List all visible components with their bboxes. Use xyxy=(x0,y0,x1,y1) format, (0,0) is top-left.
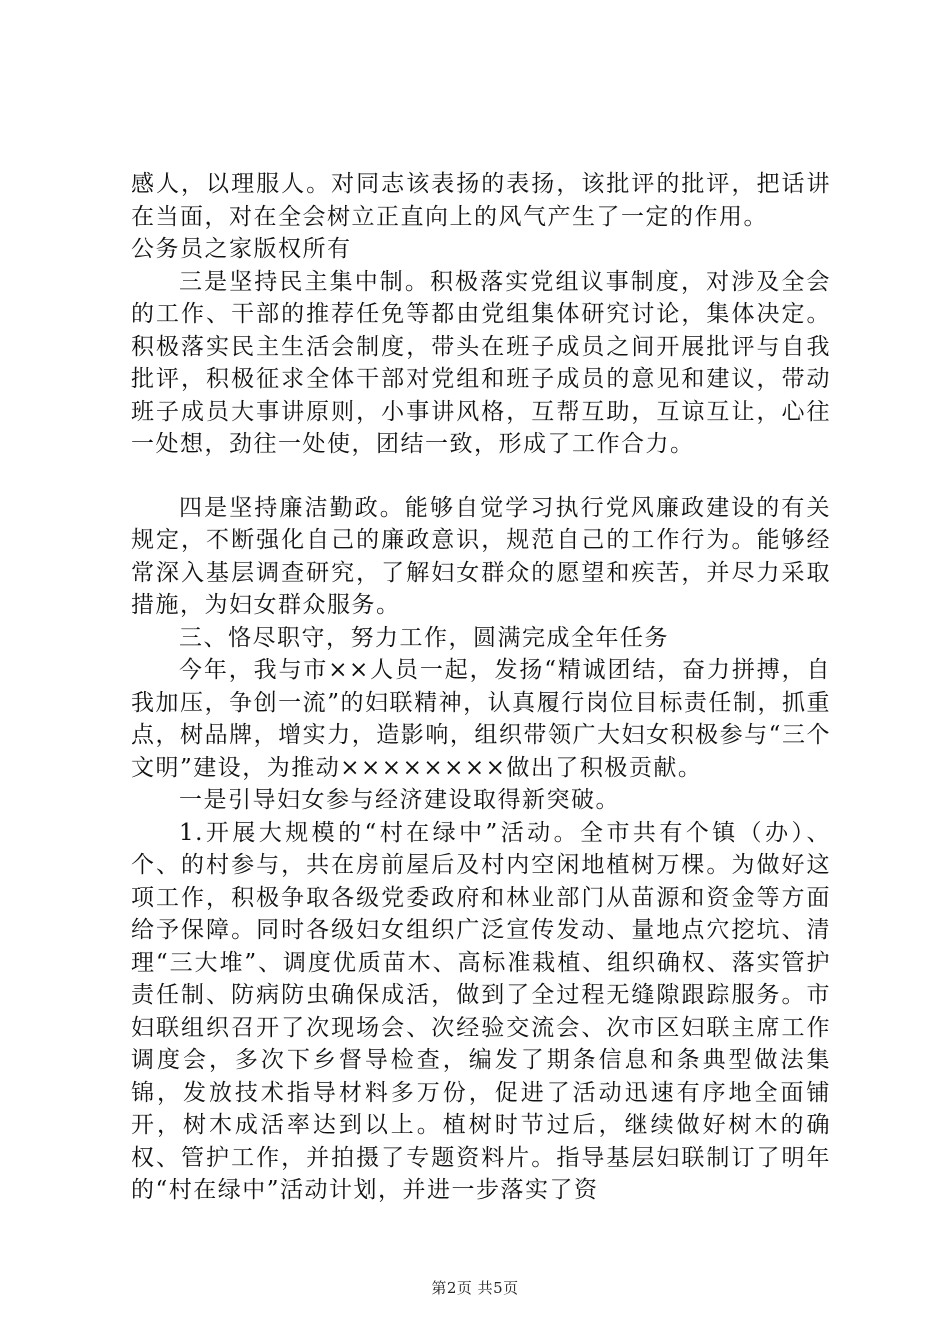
paragraph-this-year: 今年，我与市××人员一起，发扬“精诚团结，奋力拼搏，自我加压，争创一流”的妇联精神，认真履行岗位目标责任制，抓重点，树品牌，增实力，造影响，组织带领广大妇女积极参与“三个文明”建设，为推动××××××××做出了积极贡献。 xyxy=(131,657,831,781)
document-body xyxy=(131,168,831,1207)
section-heading: 三、恪尽职守，努力工作，圆满完成全年任务 xyxy=(179,624,669,651)
paragraph-democratic-centralism: 三是坚持民主集中制。积极落实党组议事制度，对涉及全会的工作、干部的推荐任免等都由党组集体研究讨论，集体决定。积极落实民主生活会制度，带头在班子成员之间开展批评与自我批评，积极征求全体干部对党组和班子成员的意见和建议，带动班子成员大事讲原则，小事讲风格，互帮互助，互谅互让，心往一处想，劲往一处使，团结一致，形成了工作合力。 xyxy=(131,268,831,457)
paragraph-green-village: 1.开展大规模的“村在绿中”活动。全市共有个镇（办）、个、的村参与，共在房前屋后及村内空闲地植树万棵。为做好这项工作，积极争取各级党委政府和林业部门从苗源和资金等方面给予保障。同时各级妇女组织广泛宣传发动、量地点穴挖坑、清理“三大堆”、调度优质苗木、高标准栽植、组织确权、落实管护责任制、防病防虫确保成活，做到了全过程无缝隙跟踪服务。市妇联组织召开了次现场会、次经验交流会、次市区妇联主席工作调度会，多次下乡督导检查，编发了期条信息和条典型做法集锦，发放技术指导材料多万份，促进了活动迅速有序地全面铺开，树木成活率达到以上。植树时节过后，继续做好树木的确权、管护工作，并拍摄了专题资料片。指导基层妇联制订了明年的“村在绿中”活动计划，并进一步落实了资 xyxy=(131,819,831,1203)
subheading-economic: 一是引导妇女参与经济建设取得新突破。 xyxy=(179,787,620,813)
paragraph-continuation: 感人，以理服人。对同志该表扬的表扬，该批评的批评，把话讲在当面，对在全会树立正直向上的风气产生了一定的作用。 xyxy=(131,171,831,230)
page-number-footer: 第2页 共5页 xyxy=(431,1279,519,1297)
copyright-line: 公务员之家版权所有 xyxy=(131,236,352,262)
paragraph-integrity: 四是坚持廉洁勤政。能够自觉学习执行党风廉政建设的有关规定，不断强化自己的廉政意识，规范自己的工作行为。能够经常深入基层调查研究，了解妇女群众的愿望和疾苦，并尽力采取措施，为妇女群众服务。 xyxy=(131,494,831,618)
